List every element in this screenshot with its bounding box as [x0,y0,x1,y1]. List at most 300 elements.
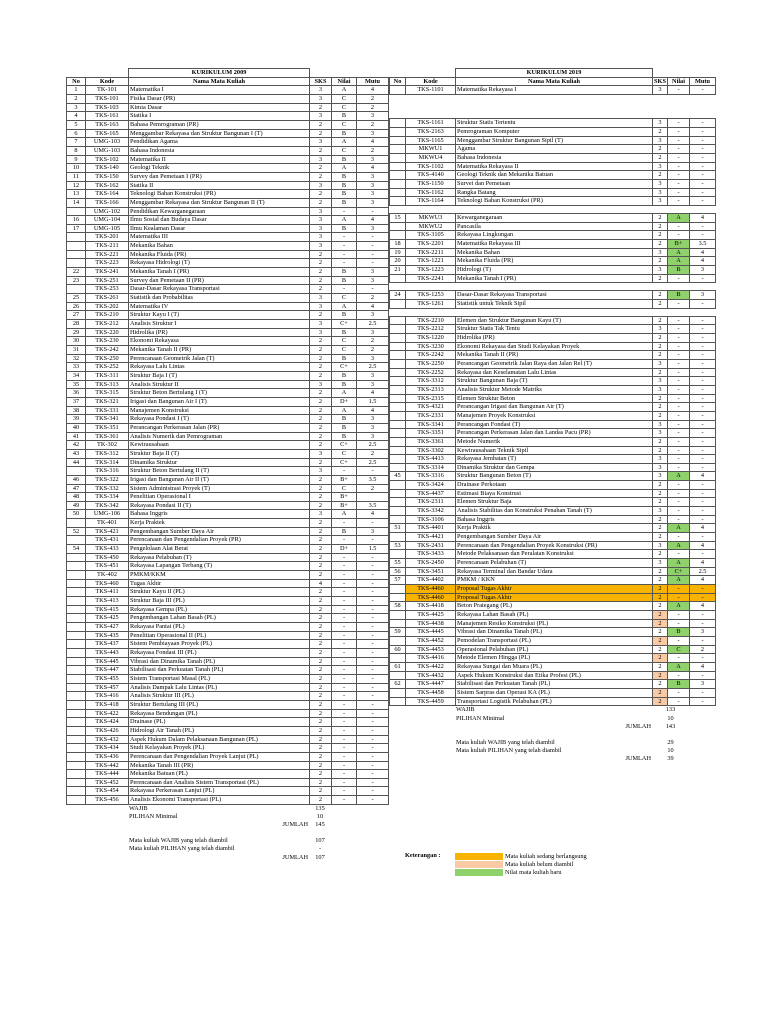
row-number: 24 [390,291,406,300]
course-code: TKS-212 [86,320,129,329]
table-row [390,394,716,403]
blank-cell [456,111,653,119]
mutu-value: - [690,437,716,446]
nilai-value: - [332,683,357,692]
mutu-value: - [357,614,389,623]
sks-value: 2 [310,415,332,424]
course-name: Rekayasa Terminal dan Bandar Udara [456,567,653,576]
sks-value: 2 [310,190,332,199]
row-number [67,285,86,294]
row-number: 59 [390,628,406,637]
mutu-value: 3 [690,265,716,274]
course-name: Struktur Beton Bertulang I (T) [129,389,310,398]
sks-value: 2 [310,164,332,173]
course-name: Tugas Akhir [129,579,310,588]
mutu-value: - [357,519,389,528]
mutu-value: - [690,274,716,283]
course-name: Statistik dan Probabilitas [129,294,310,303]
sks-value: 2 [653,351,668,360]
nilai-value: - [668,274,690,283]
mutu-value: - [357,648,389,657]
sks-value: 2 [653,628,668,637]
sks-value: 3 [310,86,332,95]
course-name: Mekanika Tanah I (PR) [129,268,310,277]
course-name: Kewirausahaan [129,441,310,450]
mutu-value: - [357,562,389,571]
mutu-value: 2 [357,103,389,112]
course-code: TKS-452 [86,778,129,787]
sks-value: 2 [310,787,332,796]
mutu-value: - [690,515,716,524]
row-number: 53 [390,541,406,550]
legend-item [455,860,587,868]
table-row [390,359,716,368]
mutu-value: 2.5 [357,320,389,329]
course-name: Rekayasa Pondasi II (T) [129,501,310,510]
course-name: Mekanika Fluida (PR) [129,250,310,259]
table-row [390,179,716,188]
legend-swatch [455,861,503,868]
course-code: TKS-437 [86,640,129,649]
jumlah2-label: JUMLAH [282,853,308,861]
course-code: TKS-4452 [406,636,456,645]
sks-value: 2 [653,171,668,180]
mutu-value: - [357,579,389,588]
course-name: Dinamika Struktur [129,458,310,467]
course-name: Kewarganegaraan [456,213,653,222]
row-number: 31 [67,346,86,355]
mutu-value: - [690,411,716,420]
sks-value: 3 [653,463,668,472]
row-number: 42 [67,441,86,450]
course-code: TKS-3314 [406,463,456,472]
mutu-value: - [357,796,389,805]
row-number: 48 [67,493,86,502]
course-name: Irigasi dan Bangunan Air I (T) [129,397,310,406]
blank-cell [456,283,653,291]
legend-label: Mata kuliah belum diambil [505,860,574,868]
row-number [67,657,86,666]
course-name: Beton Prategang (PL) [456,602,653,611]
nilai-value: D+ [332,397,357,406]
blank-cell [690,205,716,213]
sks-value: 3 [653,420,668,429]
row-number [390,585,406,594]
table-row [390,524,716,533]
column-header: Kode [86,77,129,86]
nilai-value: - [668,593,690,602]
course-name: Mekanika Bahan [129,242,310,251]
mutu-value: 3 [357,155,389,164]
mutu-value: - [690,342,716,351]
course-code: TKS-425 [86,614,129,623]
course-code: TKS-411 [86,588,129,597]
row-number [67,770,86,779]
row-number [67,778,86,787]
nilai-value: A [668,524,690,533]
mutu-value: - [357,588,389,597]
nilai-value: B [332,311,357,320]
mutu-value: 3 [690,291,716,300]
table-row [67,761,389,770]
sks-value: 2 [653,585,668,594]
blank-cell [390,103,406,111]
sks-value: 2 [653,481,668,490]
column-header: Kode [406,77,456,86]
row-number [390,420,406,429]
column-header: No [390,77,406,86]
mutu-value: 2 [357,146,389,155]
nilai-value: - [332,597,357,606]
course-name: Mekanika Tanah III (PR) [129,761,310,770]
nilai-value: - [332,761,357,770]
nilai-value: - [332,709,357,718]
sks-value: 2 [310,597,332,606]
table-row [67,268,389,277]
sks-value: 2 [653,299,668,308]
nilai-value: B [668,291,690,300]
jumlah-value-2019: 143 [665,722,676,730]
course-name: Survey dan Pemetaan I (PR) [129,172,310,181]
course-name: Kerja Praktek [129,519,310,528]
course-name: Stabilisasi dan Perkuatan Tanah (PL) [456,680,653,689]
table-row [67,605,389,614]
course-name: Teknologi Bahan Konstruksi (PR) [129,190,310,199]
mutu-value: - [690,619,716,628]
course-name: Rekayasa Lalu Lintas [129,363,310,372]
course-name: Struktur Baja III (PL) [129,597,310,606]
course-code: TKS-2331 [406,411,456,420]
row-number [390,593,406,602]
mutu-value: 3.5 [357,501,389,510]
table-row [67,796,389,805]
table-row [67,346,389,355]
table-row [390,654,716,663]
table-row [390,86,716,95]
course-name: Mekanika Tanah II (PR) [129,346,310,355]
sks-value: 2 [653,619,668,628]
nilai-value: - [332,744,357,753]
sks-value: 2 [653,533,668,542]
course-code: TKS-166 [86,198,129,207]
nilai-value: - [668,394,690,403]
table-row [390,145,716,154]
course-name: Rekayasa Lapangan Terbang (T) [129,562,310,571]
table-row [67,354,389,363]
course-code: TKS-444 [86,770,129,779]
nilai-value: - [332,718,357,727]
row-number: 47 [67,484,86,493]
sks-value: 2 [653,567,668,576]
course-code: TKS-416 [86,692,129,701]
course-code: TKS-4416 [406,654,456,663]
row-number [67,605,86,614]
nilai-value: - [332,692,357,701]
row-number [390,222,406,231]
sks-value: 2 [653,550,668,559]
nilai-value: B [332,190,357,199]
course-code: TKS-1161 [406,119,456,128]
course-name: Perencanaan Geometrik Jalan (T) [129,354,310,363]
nilai-value: - [668,610,690,619]
course-code: TKS-434 [86,744,129,753]
mutu-value: - [690,636,716,645]
nilai-value: - [668,325,690,334]
sks-value: 2 [310,796,332,805]
row-number: 38 [67,406,86,415]
sks-value: 2 [310,346,332,355]
wajib-label-2019: WAJIB [456,706,475,714]
course-name: Ilmu Kealaman Dasar [129,224,310,233]
course-code: TKS-4447 [406,680,456,689]
row-number: 29 [67,328,86,337]
table-row [67,216,389,225]
table-row [67,224,389,233]
mutu-value: 3 [357,190,389,199]
course-code: TKS-164 [86,190,129,199]
course-name: Geologi Teknik [129,164,310,173]
course-code: TKS-165 [86,129,129,138]
course-code: TKS-442 [86,761,129,770]
nilai-value: - [668,171,690,180]
course-name: Penelitian Operasional II (PL) [129,631,310,640]
row-number: 10 [67,164,86,173]
course-code: TKS-312 [86,449,129,458]
table-row [67,519,389,528]
sks-value: 2 [653,127,668,136]
course-name: Analisis Struktur III (PL) [129,692,310,701]
table-row [67,138,389,147]
table-row [67,103,389,112]
course-code: TKS-431 [86,536,129,545]
legend-swatch [455,853,503,860]
nilai-value: - [668,654,690,663]
course-code: TKS-342 [86,501,129,510]
mutu-value: - [690,333,716,342]
mutu-value: - [690,127,716,136]
sks-value: 2 [310,432,332,441]
course-code: TKS-1253 [406,291,456,300]
row-number [67,536,86,545]
table-row [390,671,716,680]
mutu-value: - [690,368,716,377]
mutu-value: - [690,455,716,464]
course-code: TKS-3106 [406,515,456,524]
blank-cell [653,308,668,316]
table-row [67,285,389,294]
sks-value: 2 [653,368,668,377]
row-number [67,623,86,632]
course-name: Statika I [129,112,310,121]
mutu-value: - [690,299,716,308]
sks-value: 2 [310,146,332,155]
row-number: 33 [67,363,86,372]
table-row [390,377,716,386]
mutu-value: 3 [357,527,389,536]
table-row [390,645,716,654]
sks-value: 2 [653,602,668,611]
row-number [67,519,86,528]
course-code: UMG-103 [86,146,129,155]
sks-value: 2 [310,718,332,727]
table-row [390,420,716,429]
sks-value: 2 [310,726,332,735]
nilai-value: A [332,216,357,225]
table-row [67,553,389,562]
row-number [390,299,406,308]
nilai-value: C+ [332,458,357,467]
mutu-value: 2 [357,337,389,346]
course-name: Perencanaan Pelabuhan (T) [456,559,653,568]
table-row [390,489,716,498]
course-name: Hidrolika (PR) [456,333,653,342]
blank-cell [668,94,690,102]
course-code: UMG-102 [86,207,129,216]
course-name: Kerja Praktik [456,524,653,533]
table-row [390,567,716,576]
table-row [67,623,389,632]
row-number: 19 [390,248,406,257]
nilai-value: C+ [332,320,357,329]
nilai-value: - [668,636,690,645]
mutu-value: 3 [357,129,389,138]
mutu-value: - [357,571,389,580]
course-code: TKS-2450 [406,559,456,568]
nilai-value: - [332,259,357,268]
pilihan-label: PILIHAN Minimal [129,813,178,821]
sks-value: 2 [310,337,332,346]
mutu-value: - [690,697,716,706]
blank-cell [390,94,406,102]
sks-value: 2 [653,645,668,654]
blank-cell [668,111,690,119]
row-number [390,515,406,524]
mutu-value: - [357,674,389,683]
course-name: Stabilisasi dan Perkuatan Tanah (PL) [129,666,310,675]
row-number [390,316,406,325]
blank-cell [456,94,653,102]
nilai-value: - [332,233,357,242]
row-number: 54 [67,545,86,554]
nilai-value: B [668,680,690,689]
course-code: TKS-443 [86,648,129,657]
blank-cell [406,308,456,316]
mutu-value: 2 [357,94,389,103]
mutu-value: - [690,316,716,325]
course-code: TKS-1164 [406,197,456,206]
course-name: Perencanaan dan Pengendalian Proyek Konstruksi (PR) [456,541,653,550]
mutu-value: 4 [690,559,716,568]
sks-value: 2 [653,291,668,300]
blank-cell [406,283,456,291]
nilai-value: - [668,619,690,628]
table-row [67,527,389,536]
course-code: TKS-418 [86,700,129,709]
course-name: Aspek Hukum Konstruksi dan Etika Profesi (PL) [456,671,653,680]
table-row [67,588,389,597]
row-number [390,179,406,188]
course-code: TKS-413 [86,597,129,606]
table-row [67,700,389,709]
table-row [67,778,389,787]
mutu-value: - [690,162,716,171]
course-code: TKS-221 [86,250,129,259]
mutu-value: - [690,489,716,498]
table-row [390,291,716,300]
course-name: Rekayasa Lingkungan [456,231,653,240]
course-name: Kimia Dasar [129,103,310,112]
mutu-value: - [690,145,716,154]
mutu-value: 3 [357,224,389,233]
mutu-value: - [357,536,389,545]
row-number [390,489,406,498]
row-number: 5 [67,120,86,129]
kurikulum-2019-table [389,68,716,706]
course-code: TKS-2250 [406,359,456,368]
nilai-value: A [668,213,690,222]
sks-value: 2 [310,709,332,718]
course-name: Sistem Sarpras dan Operasi KA (PL) [456,688,653,697]
course-code: TKS-4458 [406,688,456,697]
course-name: Proposal Tugas Akhir [456,585,653,594]
nilai-value: A [668,541,690,550]
course-name: Mekanika Bahan [456,248,653,257]
nilai-value: C+ [332,441,357,450]
course-code: TKS-2241 [406,274,456,283]
sks-value: 2 [310,571,332,580]
nilai-value: - [332,571,357,580]
nilai-value: - [668,197,690,206]
course-code: TKS-202 [86,302,129,311]
course-name: Dasar-Dasar Rekayasa Transportasi [456,291,653,300]
row-number: 20 [390,257,406,266]
course-name: Analisis Dampak Lalu Lintas (PL) [129,683,310,692]
sks-value: 2 [653,333,668,342]
sks-value: 2 [653,446,668,455]
blank-row [390,111,716,119]
course-name: Matematika Rekayasa II [456,162,653,171]
sks-value: 2 [310,268,332,277]
row-number [67,207,86,216]
row-number: 40 [67,423,86,432]
row-number: 16 [67,216,86,225]
nilai-value: C [332,294,357,303]
nilai-value: - [332,700,357,709]
course-name: Perancangan Irigasi dan Bangunan Air (T) [456,403,653,412]
row-number: 12 [67,181,86,190]
mutu-value: 3 [357,354,389,363]
mutu-value: - [357,259,389,268]
table-row [67,311,389,320]
course-name: Estimasi Biaya Konstrusi [456,489,653,498]
nilai-value: - [668,153,690,162]
course-name: Perancangan Perkerasan Jalan dan Landas Pacu (PR) [456,429,653,438]
course-code: TKS-140 [86,164,129,173]
mutu-value: - [690,593,716,602]
table-row [390,697,716,706]
sks-value: 3 [310,467,332,476]
course-code: TKS-4401 [406,524,456,533]
mutu-value: - [357,787,389,796]
row-number [67,735,86,744]
nilai-value: - [668,162,690,171]
course-code: TKS-2210 [406,316,456,325]
table-row [390,437,716,446]
sks-value: 2 [310,354,332,363]
course-name: Pengembangan Lahan Basah (PL) [129,614,310,623]
mutu-value: - [357,657,389,666]
table-row [390,213,716,222]
